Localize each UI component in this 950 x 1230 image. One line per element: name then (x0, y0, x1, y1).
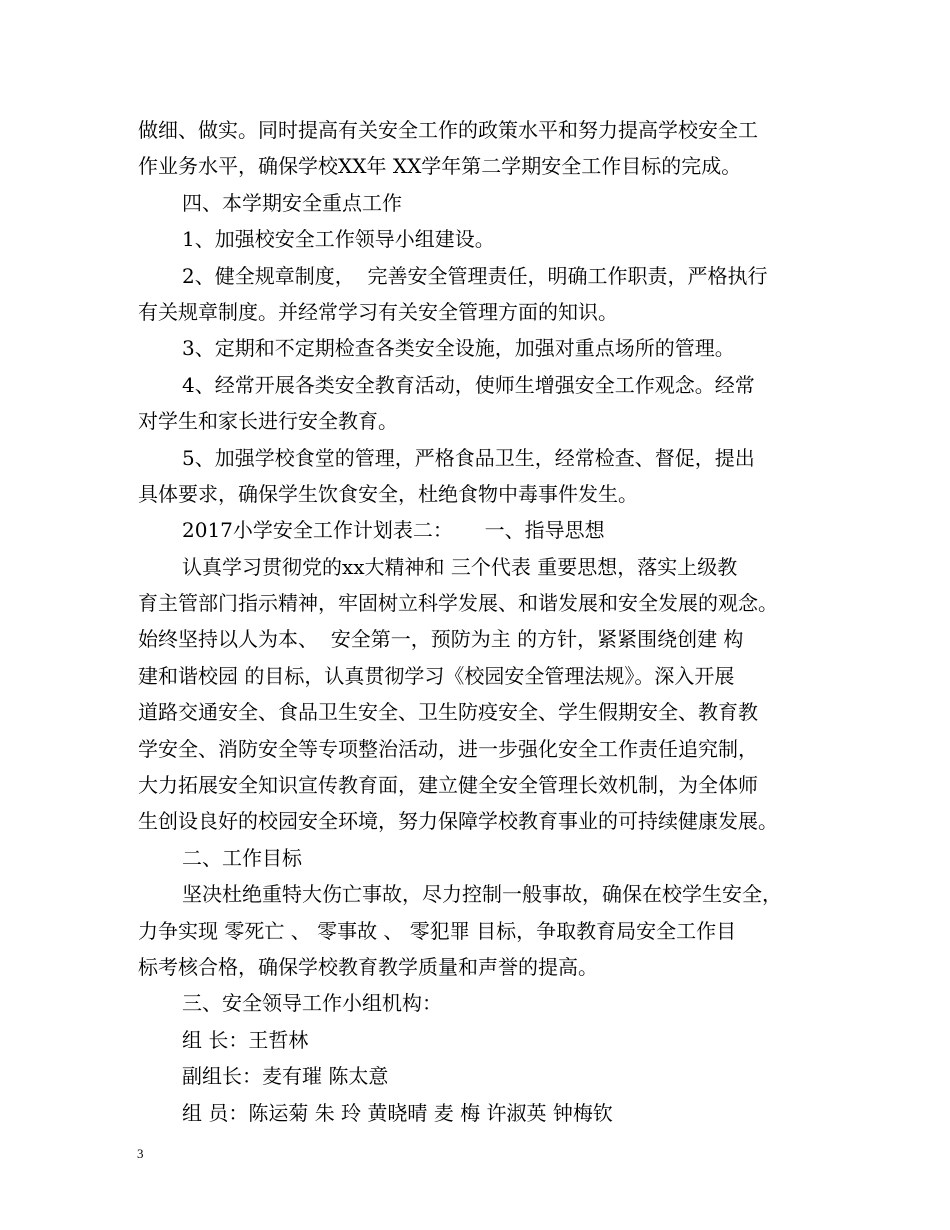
text-line: 大力拓展安全知识宣传教育面，建立健全安全管理长效机制，为全体师 (138, 773, 758, 798)
text-line: 力争实现 零死亡 、 零事故 、 零犯罪 目标，争取教育局安全工作目 (138, 918, 737, 943)
text-line: 三、安全领导工作小组机构： (182, 991, 442, 1016)
text-line: 2、健全规章制度， 完善安全管理责任，明确工作职责，严格执行 (182, 263, 768, 288)
text-line: 3、定期和不定期检查各类安全设施，加强对重点场所的管理。 (182, 336, 735, 361)
text-line: 道路交通安全、食品卫生安全、卫生防疫安全、学生假期安全、教育教 (138, 700, 758, 725)
text-line: 生创设良好的校园安全环境，努力保障学校教育事业的可持续健康发展。 (138, 809, 778, 834)
text-line: 建和谐校园 的目标，认真贯彻学习《校园安全管理法规》。深入开展 (138, 663, 735, 688)
text-line: 二、工作目标 (182, 845, 302, 870)
document-body (138, 112, 838, 1131)
text-line: 标考核合格，确保学校教育教学质量和声誉的提高。 (138, 954, 598, 979)
text-line: 认真学习贯彻党的xx大精神和 三个代表 重要思想，落实上级教 (182, 554, 738, 579)
text-line: 副组长：麦有璀 陈太意 (182, 1064, 389, 1089)
text-line: 学安全、消防安全等专项整治活动，进一步强化安全工作责任追究制， (138, 736, 758, 761)
text-line: 坚决杜绝重特大伤亡事故，尽力控制一般事故，确保在校学生安全， (182, 882, 782, 907)
text-line: 1、加强校安全工作领导小组建设。 (182, 227, 495, 252)
page-number: 3 (137, 1146, 144, 1161)
text-line: 2017小学安全工作计划表二： 一、指导思想 (182, 518, 605, 543)
text-line: 具体要求，确保学生饮食安全，杜绝食物中毒事件发生。 (138, 481, 638, 506)
text-line: 组 长：王哲林 (182, 1027, 309, 1052)
text-line: 四、本学期安全重点工作 (182, 190, 402, 215)
text-line: 有关规章制度。并经常学习有关安全管理方面的知识。 (138, 299, 618, 324)
text-line: 5、加强学校食堂的管理，严格食品卫生，经常检查、督促，提出 (182, 445, 755, 470)
text-line: 对学生和家长进行安全教育。 (138, 409, 398, 434)
text-line: 始终坚持以人为本、 安全第一，预防为主 的方针，紧紧围绕创建 构 (138, 627, 744, 652)
text-line: 4、经常开展各类安全教育活动，使师生增强安全工作观念。经常 (182, 372, 755, 397)
text-line: 做细、做实。同时提高有关安全工作的政策水平和努力提高学校安全工 (138, 118, 758, 142)
text-line: 作业务水平，确保学校XX年 XX学年第二学期安全工作目标的完成。 (138, 154, 742, 179)
text-line: 育主管部门指示精神，牢固树立科学发展、和谐发展和安全发展的观念。 (138, 591, 778, 616)
text-line: 组 员：陈运菊 朱 玲 黄晓晴 麦 梅 许淑英 钟梅钦 (182, 1100, 613, 1125)
